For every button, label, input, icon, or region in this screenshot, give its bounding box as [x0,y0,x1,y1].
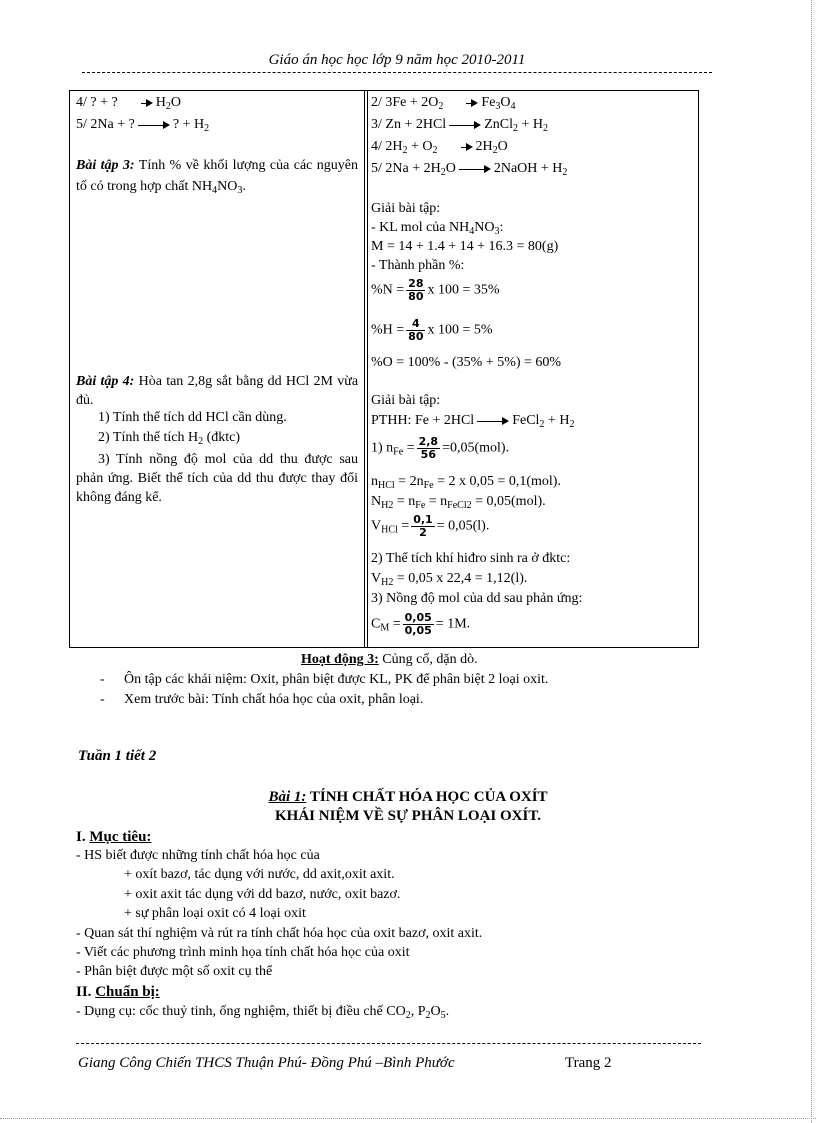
exercise-4-item-3: 3) Tính nồng độ mol của dd thu được sau phản ứng. Biết thể tích của dd thu được thay đổi không đáng kể. [76,452,358,505]
page-header-title: Giáo án học học lớp 9 năm học 2010-2011 [268,52,526,68]
activity-heading: Hoạt động 3: Củng cố, dặn dò. [301,652,478,667]
prep-line: - Dụng cụ: cốc thuỷ tinh, ống nghiệm, thiết bị điều chế $CO_2$, $P_2O_5$. [76,1004,450,1021]
objective-line-4: + sự phân loại oxit có 4 loại oxit [124,906,306,921]
question-3: 3) Nồng độ mol của dd sau phản ứng: [371,591,583,606]
percent-o: %O = 100% - (35% + 5%) = 60% [371,355,562,370]
table-column-divider [364,90,365,648]
volume-hcl: $V_{HCl}$ = $\frac{0,1}{2}$ = 0,05(l). [371,513,490,539]
volume-h2: $V_{H2} = 0,05$ x 22,4 = 1,12(l). [371,571,528,588]
objective-line-6: - Viết các phương trình minh họa tính chất hóa học của oxit [76,945,410,960]
equation-4: 4/ ? + ? $H_2O$ [76,95,181,112]
mol-fe: 1) $n_{Fe}$ = $\frac{2,8}{56}$ =0,05(mol). [371,435,510,461]
page-right-edge [811,0,812,1123]
exercise-3: Bài tập 3: Tính % về khối lượng của các nguyên tố có trong hợp chất $NH_4NO_3$. [76,158,359,196]
solution-title-4: Giải bài tập: [371,393,441,408]
concentration: $C_M$ = $\frac{0,05}{0,05}$ = 1M. [371,611,471,637]
activity-item-2: Xem trước bài: Tính chất hóa học của oxit, phân loại. [124,692,424,707]
mol-hcl: $n_{HCl} = 2n_{Fe} = 2$ x 0,05 = 0,1(mol). [371,474,561,491]
percent-n: %N = $\frac{28}{80}$ x 100 = 35% [371,277,500,303]
equation-5: 5/ 2Na + ? ? + $H_2$ [76,117,210,134]
composition-label: - Thành phần %: [371,258,465,273]
percent-h: %H = $\frac{4}{80}$ x 100 = 5% [371,317,493,343]
objectives-heading: I. Mục tiêu: [76,829,152,845]
page-number: Trang 2 [565,1055,612,1071]
molar-mass-label: - KL mol của $NH_4NO_3$: [371,220,504,237]
table-column-divider-inner [367,90,368,648]
right-eq-2: 2/ $3Fe + 2O_2$ $Fe_3O_4$ [371,95,516,112]
mol-h2: $N_{H2} = n_{Fe} = n_{FeCl2} = 0,05(mol)$. [371,494,546,511]
objective-line-5: - Quan sát thí nghiệm và rút ra tính chất hóa học của oxit bazơ, oxit axit. [76,926,483,941]
lesson-title-1: Bài 1: TÍNH CHẤT HÓA HỌC CỦA OXÍT [268,789,548,805]
exercise-4: Bài tập 4: Hòa tan 2,8g sắt bằng dd HCl 2M vừa đủ. [76,374,359,408]
week-label: Tuần 1 tiết 2 [78,748,157,764]
footer-divider [76,1043,701,1044]
activity-bullet-1: - [100,672,105,687]
prep-heading: II. Chuẩn bị: [76,984,160,1000]
page-bottom-edge [0,1118,816,1119]
header-divider [82,72,712,73]
molar-mass-value: M = 14 + 1.4 + 14 + 16.3 = 80(g) [371,239,559,254]
activity-bullet-2: - [100,692,105,707]
exercise-4-item-1: 1) Tính thể tích dd HCl cần dùng. [98,410,287,425]
reaction-equation: PTHH: Fe + 2HCl FeCl$_2$ + $H_2$ [371,413,575,430]
lesson-title-2: KHÁI NIỆM VỀ SỰ PHÂN LOẠI OXÍT. [274,808,541,824]
right-eq-4: 4/ $2H_2 + O_2$ $2H_2O$ [371,139,508,156]
footer-author: Giang Công Chiến THCS Thuận Phú- Đồng Phú –Bình Phước [78,1055,455,1071]
objective-line-7: - Phân biệt được một số oxit cụ thể [76,964,273,979]
activity-item-1: Ôn tập các khái niệm: Oxit, phân biệt được KL, PK để phân biệt 2 loại oxit. [124,672,549,687]
objective-line-3: + oxit axit tác dụng với dd bazơ, nước, oxit bazơ. [124,887,401,902]
question-2: 2) Thể tích khí hiđro sinh ra ở đktc: [371,551,571,566]
solution-title-3: Giải bài tập: [371,201,441,216]
right-eq-3: 3/ Zn + 2HCl ZnCl$_2$ + $H_2$ [371,117,548,134]
objective-line-2: + oxít bazơ, tác dụng với nước, dd axit,oxit axit. [124,867,395,882]
objective-line-1: - HS biết được những tính chất hóa học của [76,848,320,863]
right-eq-5: 5/ $2Na + 2H_2O$ 2NaOH + $H_2$ [371,161,568,178]
exercise-4-item-2: 2) Tính thể tích $H_2$ (đktc) [98,430,240,447]
